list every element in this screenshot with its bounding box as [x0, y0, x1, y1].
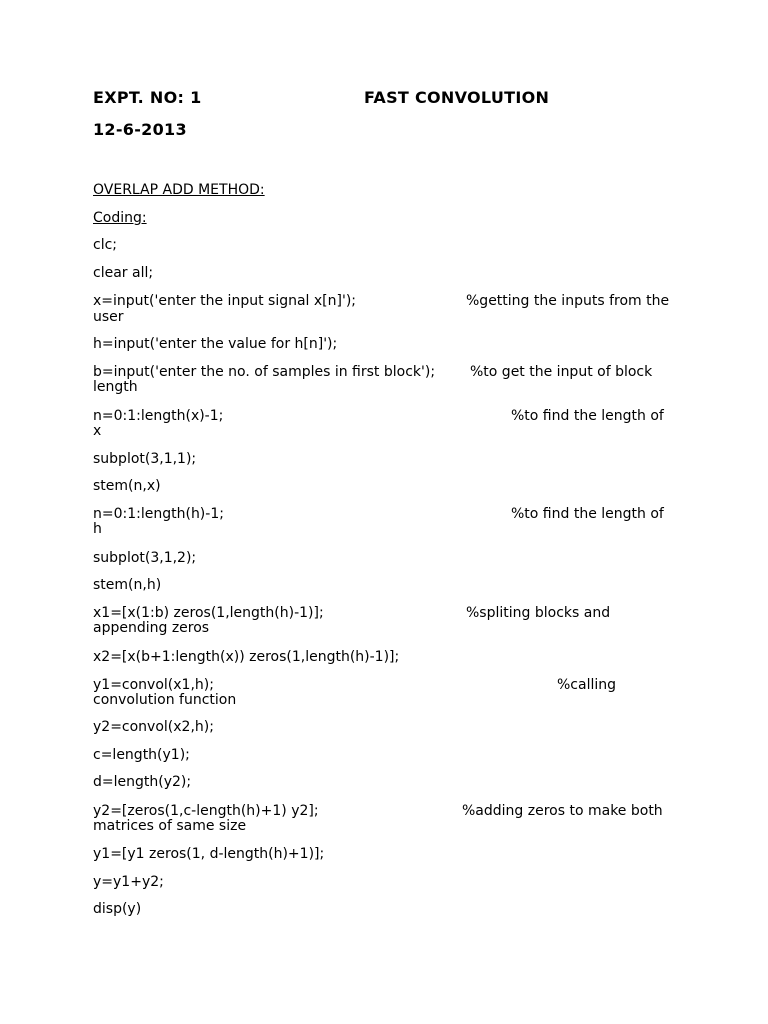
code-line: x2=[x(b+1:length(x)) zeros(1,length(h)-1)];: [93, 649, 400, 665]
coding-label: Coding:: [93, 210, 147, 226]
code-line: disp(y): [93, 901, 142, 917]
code-comment: %to get the input of block: [470, 364, 653, 380]
code-line: x=input('enter the input signal x[n]');: [93, 293, 356, 309]
document-title: FAST CONVOLUTION: [364, 88, 550, 107]
code-line: n=0:1:length(x)-1;: [93, 408, 224, 424]
code-line: stem(n,x): [93, 478, 161, 494]
code-comment: %to find the length of: [511, 408, 664, 424]
code-comment: %spliting blocks and: [466, 605, 611, 621]
code-line: y2=[zeros(1,c-length(h)+1) y2];: [93, 803, 319, 819]
experiment-number: EXPT. NO: 1: [93, 88, 202, 107]
code-comment-wrap: convolution function: [93, 692, 237, 708]
code-line: y1=convol(x1,h);: [93, 677, 214, 693]
code-line: y=y1+y2;: [93, 874, 164, 890]
code-line: y1=[y1 zeros(1, d-length(h)+1)];: [93, 846, 325, 862]
code-line: d=length(y2);: [93, 774, 192, 790]
code-line: x1=[x(1:b) zeros(1,length(h)-1)];: [93, 605, 324, 621]
code-line: stem(n,h): [93, 577, 162, 593]
code-comment-wrap: matrices of same size: [93, 818, 247, 834]
code-comment: %adding zeros to make both: [462, 803, 663, 819]
code-comment: %getting the inputs from the: [466, 293, 670, 309]
code-comment-wrap: length: [93, 379, 138, 395]
code-line: clear all;: [93, 265, 154, 281]
code-comment: %to find the length of: [511, 506, 664, 522]
code-line: n=0:1:length(h)-1;: [93, 506, 224, 522]
code-line: y2=convol(x2,h);: [93, 719, 214, 735]
code-comment-wrap: x: [93, 423, 102, 439]
code-comment-wrap: h: [93, 521, 102, 537]
code-line: subplot(3,1,1);: [93, 451, 197, 467]
code-comment: %calling: [557, 677, 617, 693]
code-line: b=input('enter the no. of samples in first block');: [93, 364, 436, 380]
code-line: clc;: [93, 237, 118, 253]
code-line: h=input('enter the value for h[n]');: [93, 336, 338, 352]
section-heading: OVERLAP ADD METHOD:: [93, 182, 265, 198]
code-comment-wrap: appending zeros: [93, 620, 210, 636]
code-line: c=length(y1);: [93, 747, 190, 763]
document-date: 12-6-2013: [93, 120, 187, 139]
code-line: subplot(3,1,2);: [93, 550, 197, 566]
code-comment-wrap: user: [93, 309, 124, 325]
